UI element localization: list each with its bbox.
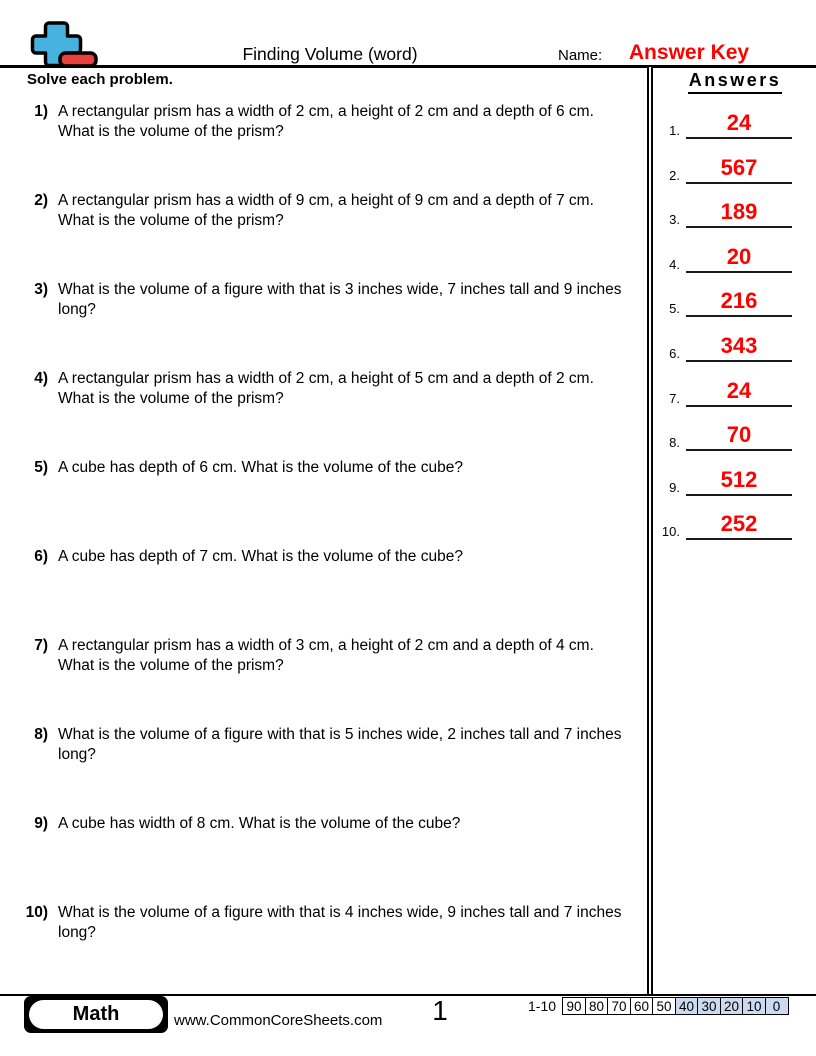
- score-cell: 60: [630, 997, 654, 1015]
- answers-header: [660, 70, 810, 94]
- problem-number: 4): [34, 370, 48, 387]
- answer-blank: 216: [686, 290, 792, 317]
- website-text: www.CommonCoreSheets.com: [174, 1012, 383, 1029]
- problem-text-line: What is the volume of a figure with that is 4 inches wide, 9 inches tall and 7 inches: [58, 904, 622, 921]
- problem-text: [58, 280, 650, 319]
- answer-blank: 252: [686, 513, 792, 540]
- answer-row: [654, 109, 806, 139]
- score-cell: 10: [742, 997, 766, 1015]
- score-cell: 0: [765, 997, 789, 1015]
- answer-number: 1.: [669, 123, 680, 138]
- problem-text-line: A cube has depth of 7 cm. What is the volume of the cube?: [58, 548, 463, 565]
- page-number: 1: [432, 995, 448, 1026]
- problem-text-line: long?: [58, 300, 96, 318]
- score-cell: 30: [697, 997, 721, 1015]
- problem-text: [58, 547, 650, 567]
- name-value-answer-key: Answer Key: [628, 41, 750, 64]
- problem-item: [0, 547, 650, 567]
- problem-item: [0, 458, 650, 478]
- problem-number: 5): [34, 459, 48, 476]
- score-cell: 70: [607, 997, 631, 1015]
- name-label: Name:: [558, 47, 603, 64]
- problem-item: [0, 814, 650, 834]
- answer-number: 5.: [669, 301, 680, 316]
- problem-text: [58, 102, 650, 141]
- answer-row: [654, 243, 806, 273]
- problem-text-line: A cube has width of 8 cm. What is the volume of the cube?: [58, 815, 461, 832]
- problem-text-line: A cube has depth of 6 cm. What is the volume of the cube?: [58, 459, 463, 476]
- problem-text: [58, 725, 650, 764]
- answer-blank: 24: [686, 380, 792, 407]
- instruction-text: Solve each problem.: [27, 71, 173, 88]
- problem-item: [0, 636, 650, 675]
- problem-item: [0, 102, 650, 141]
- subject-badge-label: Math: [29, 1000, 163, 1029]
- answer-number: 8.: [669, 435, 680, 450]
- problem-number: 7): [34, 637, 48, 654]
- problem-number: 8): [34, 726, 48, 743]
- problem-text: [58, 191, 650, 230]
- problem-text-line: What is the volume of a figure with that is 5 inches wide, 2 inches tall and 7 inches: [58, 726, 622, 743]
- problem-text-line: long?: [58, 923, 96, 941]
- answer-number: 9.: [669, 480, 680, 495]
- problem-number: 9): [34, 815, 48, 832]
- answer-blank: 20: [686, 246, 792, 273]
- problem-text-line: A rectangular prism has a width of 9 cm, a height of 9 cm and a depth of 7 cm.: [58, 192, 594, 209]
- answer-row: [654, 332, 806, 362]
- subject-badge: [24, 996, 168, 1033]
- score-cell: 80: [585, 997, 609, 1015]
- problem-number: 10): [25, 904, 48, 921]
- score-cell: 90: [562, 997, 586, 1015]
- problem-number: 1): [34, 103, 48, 120]
- answer-number: 2.: [669, 168, 680, 183]
- problem-text: [58, 903, 650, 942]
- problem-text-line: What is the volume of a figure with that is 3 inches wide, 7 inches tall and 9 inches: [58, 281, 622, 298]
- answer-row: [654, 287, 806, 317]
- answer-blank: 343: [686, 335, 792, 362]
- worksheet-title: Finding Volume (word): [242, 44, 418, 64]
- answer-row: [654, 466, 806, 496]
- problem-item: [0, 725, 650, 764]
- header-divider: [0, 65, 816, 68]
- problem-text: [58, 458, 650, 478]
- problem-item: [0, 369, 650, 408]
- answer-number: 4.: [669, 257, 680, 272]
- score-range-label: 1-10: [528, 998, 557, 1014]
- problem-item: [0, 280, 650, 319]
- problem-item: [0, 191, 650, 230]
- problem-text: [58, 369, 650, 408]
- problem-number: 3): [34, 281, 48, 298]
- answer-row: [654, 510, 806, 540]
- problem-item: [0, 903, 650, 942]
- answer-number: 3.: [669, 212, 680, 227]
- answer-row: [654, 377, 806, 407]
- answer-row: [654, 421, 806, 451]
- problem-text-line: What is the volume of the prism?: [58, 656, 284, 674]
- problem-text-line: What is the volume of the prism?: [58, 211, 284, 229]
- answers-title: Answers: [688, 70, 783, 94]
- plus-minus-logo-icon: [18, 20, 110, 70]
- problem-text-line: A rectangular prism has a width of 2 cm, a height of 2 cm and a depth of 6 cm.: [58, 103, 594, 120]
- problem-text-line: A rectangular prism has a width of 3 cm, a height of 2 cm and a depth of 4 cm.: [58, 637, 594, 654]
- answer-number: 6.: [669, 346, 680, 361]
- answer-number: 7.: [669, 391, 680, 406]
- answer-number: 10.: [661, 524, 680, 539]
- problem-text-line: A rectangular prism has a width of 2 cm, a height of 5 cm and a depth of 2 cm.: [58, 370, 594, 387]
- score-cell: 40: [675, 997, 699, 1015]
- problem-text-line: What is the volume of the prism?: [58, 389, 284, 407]
- problem-text: [58, 814, 650, 834]
- answer-blank: 24: [686, 112, 792, 139]
- problem-text-line: long?: [58, 745, 96, 763]
- answer-row: [654, 198, 806, 228]
- answer-blank: 189: [686, 201, 792, 228]
- score-bar: [528, 996, 789, 1016]
- answer-row: [654, 154, 806, 184]
- problem-number: 6): [34, 548, 48, 565]
- problem-text: [58, 636, 650, 675]
- answer-blank: 512: [686, 469, 792, 496]
- score-table: [562, 997, 789, 1015]
- answer-blank: 70: [686, 424, 792, 451]
- problem-number: 2): [34, 192, 48, 209]
- problem-text-line: What is the volume of the prism?: [58, 122, 284, 140]
- answer-blank: 567: [686, 157, 792, 184]
- score-cell: 20: [720, 997, 744, 1015]
- score-cell: 50: [652, 997, 676, 1015]
